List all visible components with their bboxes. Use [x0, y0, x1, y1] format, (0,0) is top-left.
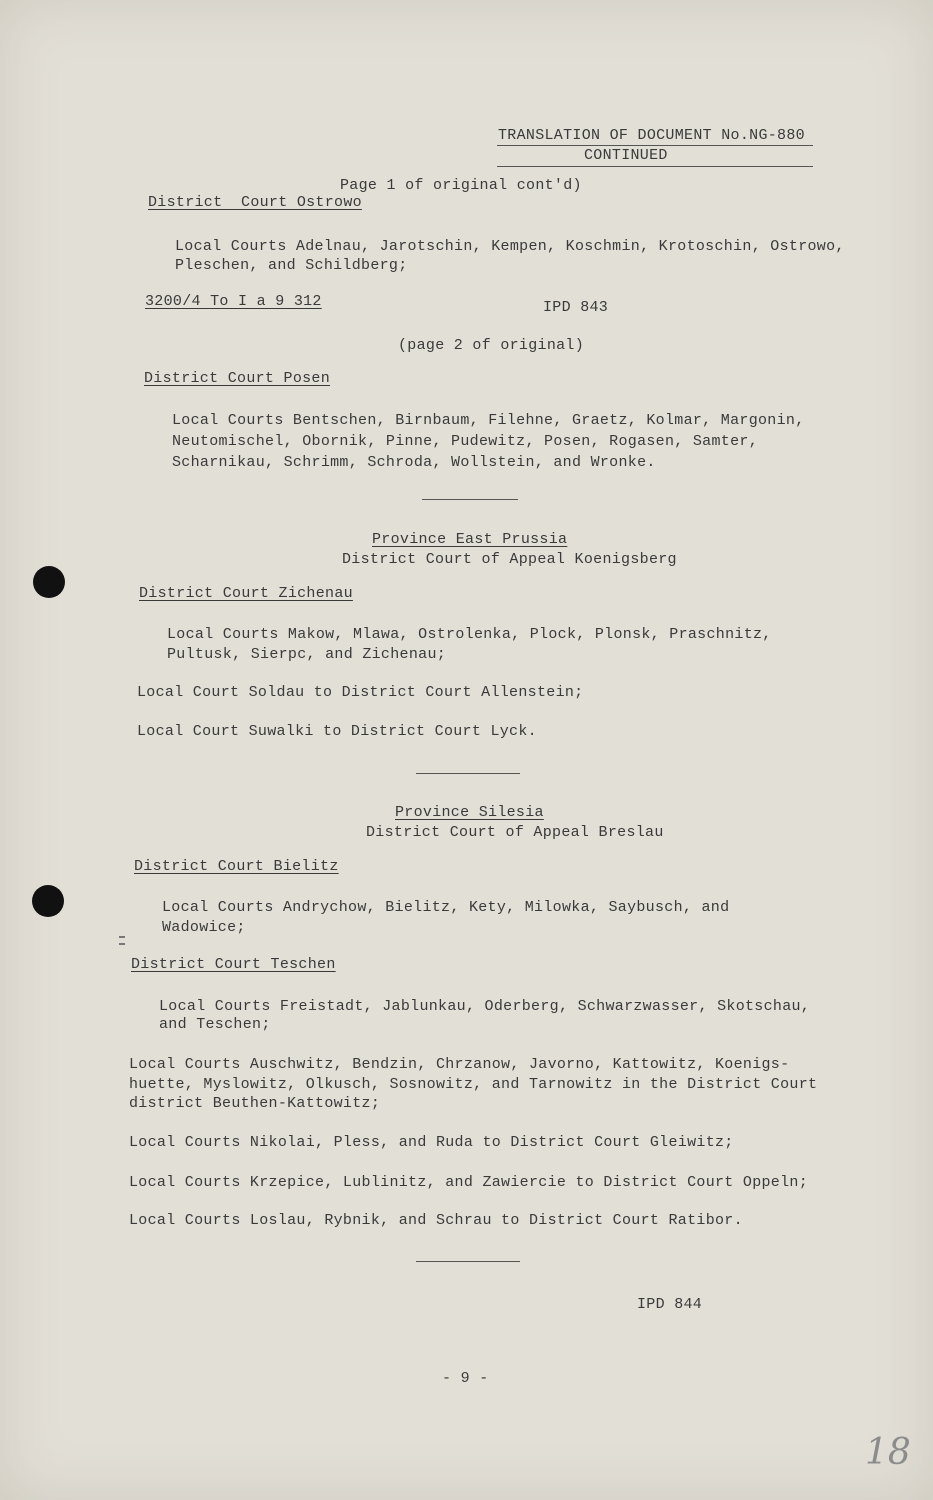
province-east-prussia: Province East Prussia: [372, 531, 568, 548]
suwalki-line: Local Court Suwalki to District Court Lyck.: [137, 723, 537, 740]
court-of-appeal-koenigsberg: District Court of Appeal Koenigsberg: [342, 551, 677, 568]
court-of-appeal-breslau: District Court of Appeal Breslau: [366, 824, 664, 841]
separator-rule-3: [416, 1261, 520, 1262]
heading-district-court-teschen: District Court Teschen: [131, 956, 336, 973]
posen-text-line-3: Scharnikau, Schrimm, Schroda, Wollstein, and Wronke.: [172, 454, 656, 471]
punch-hole-bottom: [32, 885, 64, 917]
margin-mark-2: [119, 943, 125, 945]
province-silesia: Province Silesia: [395, 804, 544, 821]
handwritten-page-mark: 18: [865, 1432, 911, 1473]
separator-rule-2: [416, 773, 520, 774]
teschen-text-line-2: and Teschen;: [159, 1016, 271, 1033]
ostrowo-text-line-1: Local Courts Adelnau, Jarotschin, Kempen, Koschmin, Krotoschin, Ostrowo,: [175, 238, 845, 255]
bielitz-text-line-1: Local Courts Andrychow, Bielitz, Kety, Milowka, Saybusch, and: [162, 899, 730, 916]
page-note-2: (page 2 of original): [398, 337, 585, 354]
ipd-844: IPD 844: [637, 1296, 703, 1313]
beuthen-text-line-2: huette, Myslowitz, Olkusch, Sosnowitz, and Tarnowitz in the District Court: [129, 1076, 818, 1093]
ratibor-line: Local Courts Loslau, Rybnik, and Schrau to District Court Ratibor.: [129, 1212, 743, 1229]
zichenau-text-line-1: Local Courts Makow, Mlawa, Ostrolenka, Plock, Plonsk, Praschnitz,: [167, 626, 772, 643]
margin-mark-1: [119, 936, 125, 938]
page-number: - 9 -: [442, 1370, 489, 1387]
reference-number: 3200/4 To I a 9 312: [145, 293, 322, 310]
translation-title: TRANSLATION OF DOCUMENT No.NG-880: [498, 127, 805, 144]
punch-hole-top: [33, 566, 65, 598]
continued-label: CONTINUED: [584, 147, 668, 164]
posen-text-line-2: Neutomischel, Obornik, Pinne, Pudewitz, Posen, Rogasen, Samter,: [172, 433, 758, 450]
heading-district-court-posen: District Court Posen: [144, 370, 331, 387]
teschen-text-line-1: Local Courts Freistadt, Jablunkau, Oderberg, Schwarzwasser, Skotschau,: [159, 998, 811, 1015]
separator-rule-1: [422, 499, 518, 500]
title-rule-top: [497, 145, 813, 146]
oppeln-line: Local Courts Krzepice, Lublinitz, and Zawiercie to District Court Oppeln;: [129, 1174, 809, 1191]
ostrowo-text-line-2: Pleschen, and Schildberg;: [175, 257, 408, 274]
bielitz-text-line-2: Wadowice;: [162, 919, 246, 936]
title-rule-bottom: [497, 166, 813, 167]
zichenau-text-line-2: Pultusk, Sierpc, and Zichenau;: [167, 646, 447, 663]
gleiwitz-line: Local Courts Nikolai, Pless, and Ruda to District Court Gleiwitz;: [129, 1134, 734, 1151]
beuthen-text-line-1: Local Courts Auschwitz, Bendzin, Chrzanow, Javorno, Kattowitz, Koenigs-: [129, 1056, 790, 1073]
soldau-line: Local Court Soldau to District Court Allenstein;: [137, 684, 584, 701]
beuthen-text-line-3: district Beuthen-Kattowitz;: [129, 1095, 381, 1112]
heading-district-court-ostrowo: District Court Ostrowo: [148, 194, 362, 211]
posen-text-line-1: Local Courts Bentschen, Birnbaum, Filehne, Graetz, Kolmar, Margonin,: [172, 412, 805, 429]
heading-district-court-zichenau: District Court Zichenau: [139, 585, 353, 602]
heading-district-court-bielitz: District Court Bielitz: [134, 858, 339, 875]
page-note-1: Page 1 of original cont'd): [340, 177, 582, 194]
ipd-843: IPD 843: [543, 299, 609, 316]
